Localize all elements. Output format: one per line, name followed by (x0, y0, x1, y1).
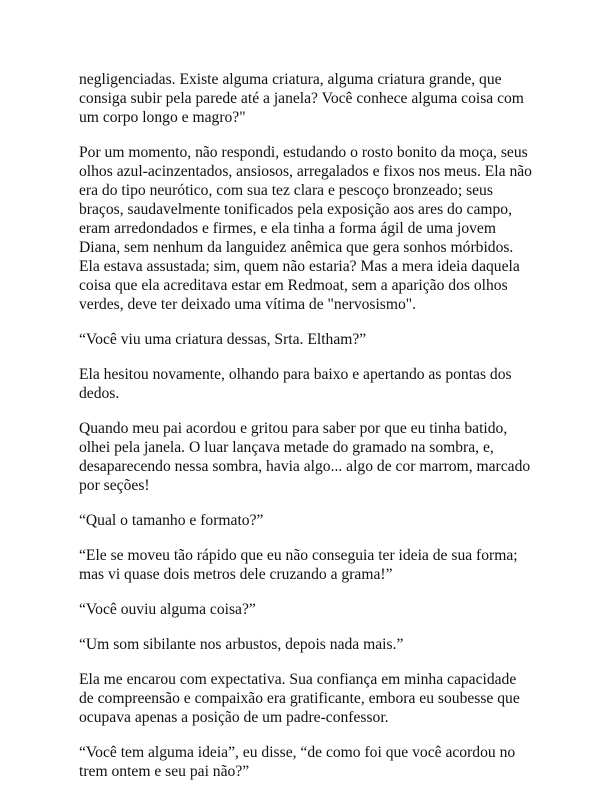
paragraph-1: negligenciadas. Existe alguma criatura, alguma criatura grande, que consiga subir pela parede até a janela? Você conhece alguma coisa com um corpo longo e magro?" (79, 71, 524, 126)
paragraph-11: “Você tem alguma ideia”, eu disse, “de como foi que você acordou no trem ontem e seu pai não?” (79, 744, 516, 780)
paragraph-6: “Qual o tamanho e formato?” (79, 512, 264, 529)
paragraph-8: “Você ouviu alguma coisa?” (79, 601, 256, 618)
paragraph-10: Ela me encarou com expectativa. Sua confiança em minha capacidade de compreensão e compaixão era gratificante, embora eu soubesse que ocupava apenas a posição de um padre-confessor. (79, 671, 520, 726)
paragraph-3: “Você viu uma criatura dessas, Srta. Eltham?” (79, 331, 367, 348)
paragraph-5: Quando meu pai acordou e gritou para saber por que eu tinha batido, olhei pela janela. O luar lançava metade do gramado na sombra, e, desaparecendo nessa sombra, havia algo... algo de cor marrom, marcado por seções! (79, 420, 531, 494)
document-page (79, 70, 534, 797)
paragraph-7: “Ele se moveu tão rápido que eu não conseguia ter ideia de sua forma; mas vi quase dois metros dele cruzando a grama!” (79, 547, 518, 583)
paragraph-4: Ela hesitou novamente, olhando para baixo e apertando as pontas dos dedos. (79, 366, 512, 402)
paragraph-2: Por um momento, não respondi, estudando o rosto bonito da moça, seus olhos azul-acinzentados, ansiosos, arregalados e fixos nos meus. Ela não era do tipo neurótico, com sua tez clara e pescoço bronzeado; seus braços, saudavelmente tonificados pela exposição aos ares do campo, eram arredondados e firmes, e ela tinha a forma ágil de uma jovem Diana, sem nenhum da languidez anêmica que gera sonhos mórbidos. Ela estava assustada; sim, quem não estaria? Mas a mera ideia daquela coisa que ela acreditava estar em Redmoat, sem a aparição dos olhos verdes, deve ter deixado uma vítima de "nervosismo". (79, 144, 532, 313)
paragraph-9: “Um som sibilante nos arbustos, depois nada mais.” (79, 636, 404, 653)
